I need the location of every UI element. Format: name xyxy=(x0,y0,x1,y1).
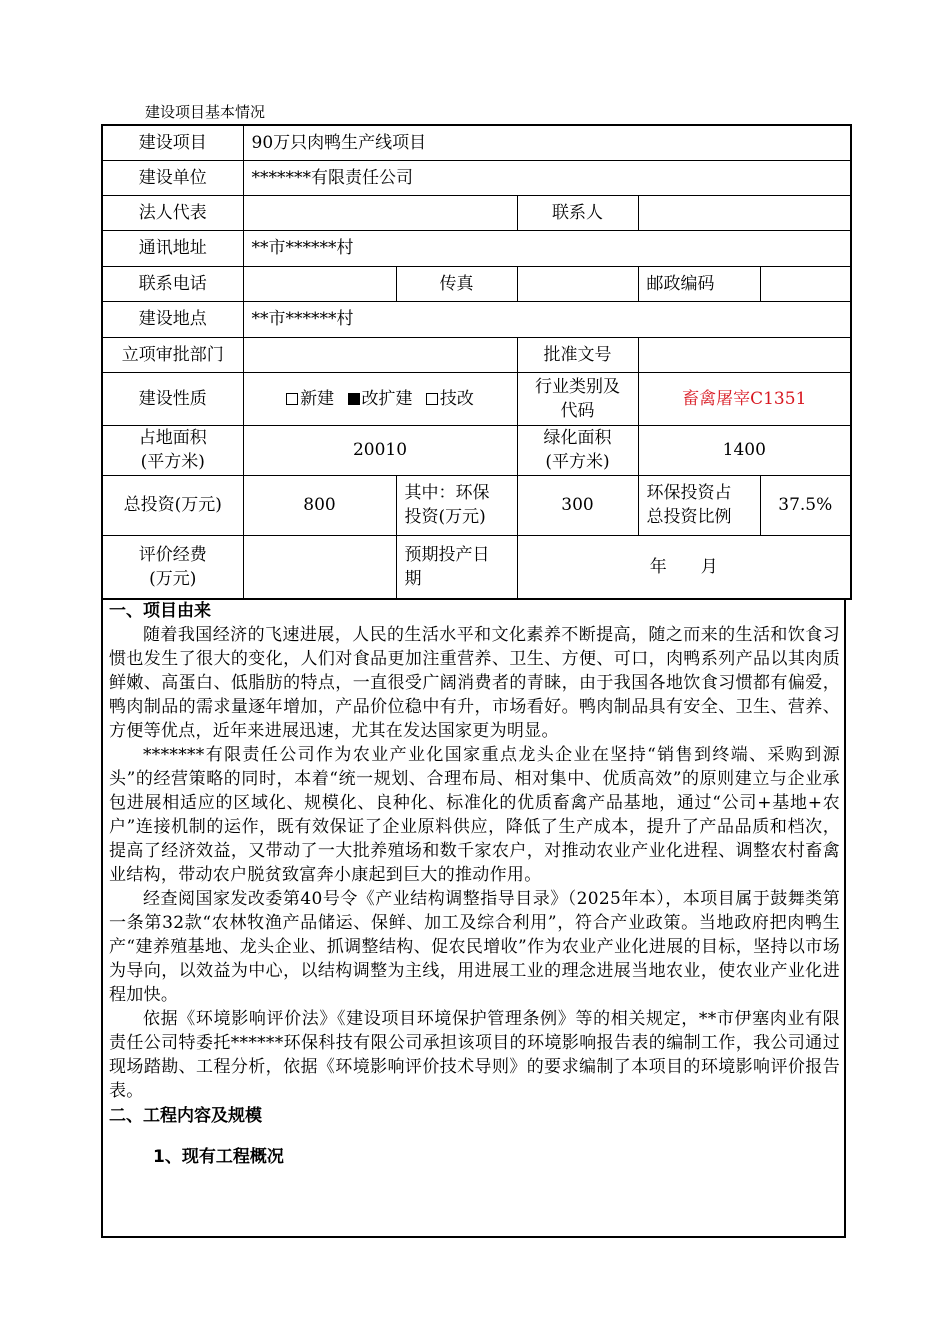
approval-no-label: 批准文号 xyxy=(517,337,638,372)
green-value: 1400 xyxy=(638,425,851,475)
project-description xyxy=(101,598,846,1238)
invest-value: 800 xyxy=(243,475,396,535)
table-caption: 建设项目基本情况 xyxy=(145,103,266,121)
checkbox-new-icon xyxy=(286,393,298,405)
fee-label-line1: 评价经费 xyxy=(138,544,207,565)
nature-option-new: 新建 xyxy=(300,388,335,409)
area-label xyxy=(102,425,243,475)
industry-label-line2: 代码 xyxy=(560,400,595,421)
paragraph-2: *******有限责任公司作为农业产业化国家重点龙头企业在坚持“销售到终端、采购到源头”的经营策略的同时，本着“统一规划、合理布局、相对集中、优质高效”的原则建立与企业承包进展相适应的区域化、规模化、良种化、标准化的优质畜禽产品基地，通过“公司+基地+农户”连接机制的运作，既有效保证了企业原料供应，降低了生产成本，提升了产品品质和档次，提高了经济效益，又带动了一大批养殖场和数千家农户，对推动农业产业化进程、调整农村畜禽业结构，带动农户脱贫致富奔小康起到巨大的推动作用。 xyxy=(109,745,840,885)
address-value: **市******村 xyxy=(243,230,851,266)
fee-label xyxy=(102,535,243,599)
legal-value xyxy=(243,195,517,230)
section-heading-origin: 一、项目由来 xyxy=(109,601,211,621)
env-invest-label-line1: 其中：环保 xyxy=(404,483,490,503)
industry-value: 畜禽屠宰C1351 xyxy=(638,372,851,425)
unit-value: *******有限责任公司 xyxy=(243,160,851,195)
env-invest-value: 300 xyxy=(517,475,638,535)
nature-option-expand: 改扩建 xyxy=(361,388,413,409)
green-label xyxy=(517,425,638,475)
fee-label-line2: (万元) xyxy=(149,568,197,589)
env-invest-label xyxy=(396,475,517,535)
site-label: 建设地点 xyxy=(102,301,243,337)
date-label-line1: 预期投产日 xyxy=(404,544,490,565)
area-label-line1: 占地面积 xyxy=(138,428,207,448)
postal-label: 邮政编码 xyxy=(638,266,760,301)
project-label: 建设项目 xyxy=(102,125,243,160)
contact-value xyxy=(638,195,851,230)
paragraph-1: 随着我国经济的飞速进展，人民的生活水平和文化素养不断提高，随之而来的生活和饮食习惯也发生了很大的变化，人们对食品更加注重营养、卫生、方便、可口，肉鸭系列产品以其肉质鲜嫩、高蛋白、低脂肪的特点，一直很受广阔消费者的青睐，由于我国各地饮食习惯都有偏爱，鸭肉制品的需求量逐年增加，产品价位稳中有升，市场看好。鸭肉制品具有安全、卫生、营养、方便等优点，近年来进展迅速，尤其在发达国家更为明显。 xyxy=(109,625,840,741)
checkbox-tech-icon xyxy=(426,393,438,405)
date-label-line2: 期 xyxy=(404,568,422,589)
industry-label-line1: 行业类别及 xyxy=(535,376,620,397)
basic-info-table xyxy=(101,124,852,600)
green-label-line2: (平方米) xyxy=(545,452,610,472)
address-label: 通讯地址 xyxy=(102,230,243,266)
ratio-value: 37.5% xyxy=(760,475,851,535)
postal-value xyxy=(760,266,851,301)
paragraph-3: 经查阅国家发改委第40号令《产业结构调整指导目录》（2025年本），本项目属于鼓舞类第一条第32款“农林牧渔产品储运、保鲜、加工及综合利用”，符合产业政策。当地政府把肉鸭生产“建养殖基地、龙头企业、抓调整结构、促农民增收”作为农业产业化进展的目标，坚持以市场为导向，以效益为中心，以结构调整为主线，用进展工业的理念进展当地农业，使农业产业化进程加快。 xyxy=(109,889,840,1005)
legal-label: 法人代表 xyxy=(102,195,243,230)
contact-label: 联系人 xyxy=(517,195,638,230)
fax-value xyxy=(517,266,638,301)
approval-dept-label: 立项审批部门 xyxy=(102,337,243,372)
checkbox-expand-icon xyxy=(348,393,360,405)
nature-options xyxy=(243,372,517,425)
green-label-line1: 绿化面积 xyxy=(543,428,612,448)
unit-label: 建设单位 xyxy=(102,160,243,195)
approval-no-value xyxy=(638,337,851,372)
area-value: 20010 xyxy=(243,425,517,475)
approval-dept-value xyxy=(243,337,517,372)
fax-label: 传真 xyxy=(396,266,517,301)
ratio-label xyxy=(638,475,760,535)
env-invest-label-line2: 投资(万元) xyxy=(404,507,486,527)
phone-value xyxy=(243,266,396,301)
phone-label: 联系电话 xyxy=(102,266,243,301)
nature-label: 建设性质 xyxy=(102,372,243,425)
paragraph-4: 依据《环境影响评价法》《建设项目环境保护管理条例》等的相关规定，**市伊塞肉业有限责任公司特委托******环保科技有限公司承担该项目的环境影响报告表的编制工作，我公司通过现场踏勘、工程分析，依据《环境影响评价技术导则》的要求编制了本项目的环境影响评价报告表。 xyxy=(109,1009,840,1101)
area-label-line2: (平方米) xyxy=(140,452,205,472)
ratio-label-line1: 环保投资占 xyxy=(646,483,732,503)
industry-label xyxy=(517,372,638,425)
nature-option-tech: 技改 xyxy=(439,388,474,409)
date-label xyxy=(396,535,517,599)
site-value: **市******村 xyxy=(243,301,851,337)
invest-label: 总投资(万元) xyxy=(102,475,243,535)
project-value: 90万只肉鸭生产线项目 xyxy=(243,125,851,160)
subsection-heading-existing: 1、现有工程概况 xyxy=(153,1147,284,1167)
fee-value xyxy=(243,535,396,599)
section-heading-scope: 二、工程内容及规模 xyxy=(109,1106,262,1126)
ratio-label-line2: 总投资比例 xyxy=(646,507,732,527)
date-value: 年 月 xyxy=(517,535,851,599)
